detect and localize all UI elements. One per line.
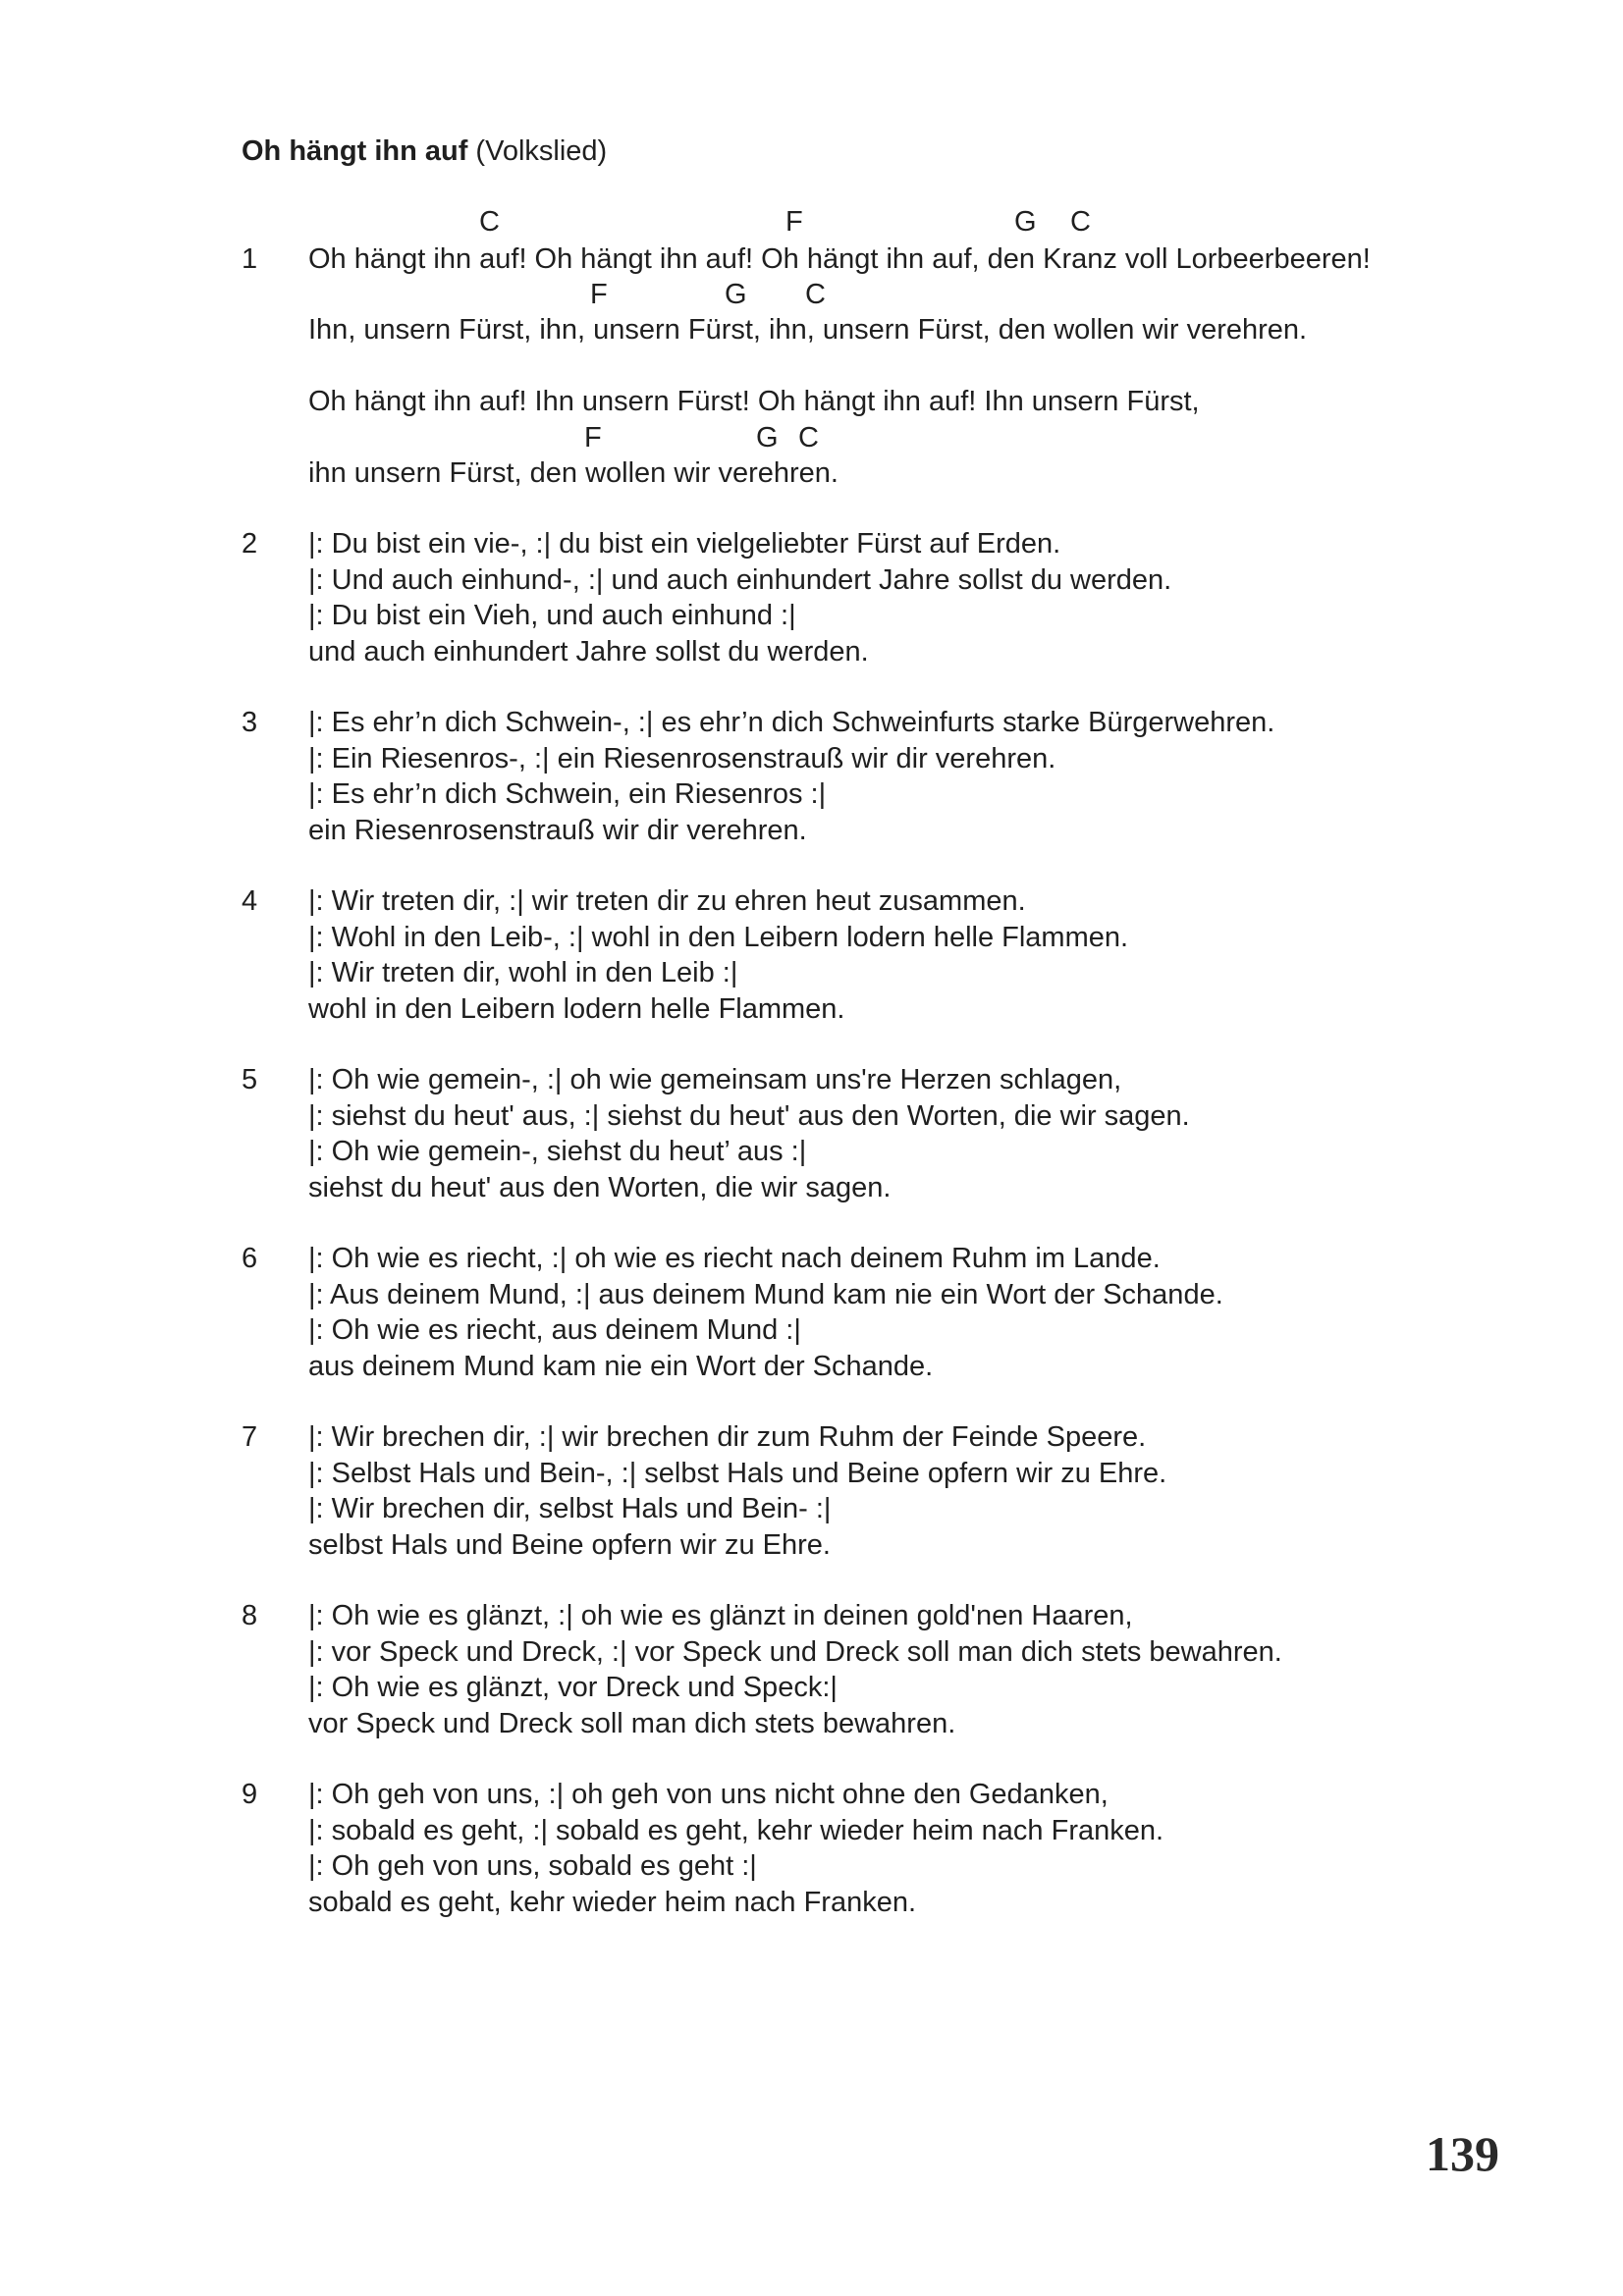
page-number: 139: [1426, 2126, 1499, 2181]
lyric-line: siehst du heut' aus den Worten, die wir sagen.: [308, 1172, 892, 1203]
chord: C: [479, 206, 500, 238]
lyric-line: |: Ein Riesenros-, :| ein Riesenrosenstrauß wir dir verehren.: [308, 743, 1056, 774]
chord: F: [785, 206, 803, 238]
lyric-line: ein Riesenrosenstrauß wir dir verehren.: [308, 815, 807, 846]
lyric-line: |: Oh geh von uns, sobald es geht :|: [308, 1850, 757, 1882]
lyric-line: aus deinem Mund kam nie ein Wort der Schande.: [308, 1351, 934, 1382]
chord: F: [584, 422, 602, 454]
lyric-line: Ihn, unsern Fürst, ihn, unsern Fürst, ihn, unsern Fürst, den wollen wir verehren.: [308, 314, 1308, 346]
lyric-line: |: Es ehr’n dich Schwein-, :| es ehr’n dich Schweinfurts starke Bürgerwehren.: [308, 707, 1275, 738]
song-title-main: Oh hängt ihn auf: [242, 135, 468, 167]
lyric-line: |: Wir treten dir, :| wir treten dir zu ehren heut zusammen.: [308, 885, 1026, 917]
lyric-line: |: Wohl in den Leib-, :| wohl in den Leibern lodern helle Flammen.: [308, 922, 1129, 953]
verse-number: 2: [242, 528, 258, 560]
lyric-line: ihn unsern Fürst, den wollen wir verehren.: [308, 457, 839, 489]
lyric-line: |: Oh wie es glänzt, :| oh wie es glänzt in deinen gold'nen Haaren,: [308, 1600, 1133, 1631]
chord: F: [590, 279, 608, 310]
lyric-line: |: Oh wie es riecht, aus deinem Mund :|: [308, 1314, 801, 1346]
lyric-line: |: Oh wie gemein-, siehst du heut’ aus :|: [308, 1136, 807, 1167]
lyric-line: |: Oh wie es glänzt, vor Dreck und Speck:|: [308, 1672, 838, 1703]
song-title-subtitle: (Volkslied): [475, 135, 608, 167]
verse-number: 3: [242, 707, 258, 738]
lyric-line: |: vor Speck und Dreck, :| vor Speck und Dreck soll man dich stets bewahren.: [308, 1636, 1282, 1668]
verse-number: 8: [242, 1600, 258, 1631]
lyric-line: wohl in den Leibern lodern helle Flammen.: [308, 993, 845, 1025]
lyric-line: |: Du bist ein vie-, :| du bist ein vielgeliebter Fürst auf Erden.: [308, 528, 1061, 560]
lyric-line: und auch einhundert Jahre sollst du werden.: [308, 636, 869, 667]
lyric-line: |: Oh wie es riecht, :| oh wie es riecht nach deinem Ruhm im Lande.: [308, 1243, 1161, 1274]
lyric-line: |: Du bist ein Vieh, und auch einhund :|: [308, 600, 796, 631]
lyric-line: vor Speck und Dreck soll man dich stets bewahren.: [308, 1708, 956, 1739]
lyric-line: |: Oh geh von uns, :| oh geh von uns nicht ohne den Gedanken,: [308, 1779, 1109, 1810]
lyric-line: |: Oh wie gemein-, :| oh wie gemeinsam uns're Herzen schlagen,: [308, 1064, 1122, 1095]
lyric-line: |: siehst du heut' aus, :| siehst du heut' aus den Worten, die wir sagen.: [308, 1100, 1190, 1132]
chord: C: [1070, 206, 1091, 238]
chord: G: [756, 422, 779, 454]
lyric-line: sobald es geht, kehr wieder heim nach Franken.: [308, 1887, 917, 1918]
lyric-line: |: Wir brechen dir, selbst Hals und Bein- :|: [308, 1493, 832, 1524]
lyric-line: |: Selbst Hals und Bein-, :| selbst Hals und Beine opfern wir zu Ehre.: [308, 1458, 1167, 1489]
chord: C: [805, 279, 826, 310]
song-title: [242, 133, 607, 169]
chord: C: [798, 422, 819, 454]
lyric-line: |: sobald es geht, :| sobald es geht, kehr wieder heim nach Franken.: [308, 1815, 1164, 1846]
lyric-line: Oh hängt ihn auf! Ihn unsern Fürst! Oh hängt ihn auf! Ihn unsern Fürst,: [308, 386, 1200, 417]
verse-number: 7: [242, 1421, 258, 1453]
verse-number: 5: [242, 1064, 258, 1095]
lyric-line: |: Wir treten dir, wohl in den Leib :|: [308, 957, 738, 988]
verse-number: 9: [242, 1779, 258, 1810]
lyric-line: selbst Hals und Beine opfern wir zu Ehre.: [308, 1529, 831, 1561]
lyric-line: |: Wir brechen dir, :| wir brechen dir zum Ruhm der Feinde Speere.: [308, 1421, 1147, 1453]
verse-number: 1: [242, 243, 258, 275]
chord: G: [1014, 206, 1037, 238]
lyric-line: |: Es ehr’n dich Schwein, ein Riesenros :|: [308, 778, 827, 810]
lyric-line: Oh hängt ihn auf! Oh hängt ihn auf! Oh hängt ihn auf, den Kranz voll Lorbeerbeeren!: [308, 243, 1371, 275]
verse-number: 4: [242, 885, 258, 917]
lyric-line: |: Und auch einhund-, :| und auch einhundert Jahre sollst du werden.: [308, 564, 1172, 596]
verse-number: 6: [242, 1243, 258, 1274]
lyric-line: |: Aus deinem Mund, :| aus deinem Mund kam nie ein Wort der Schande.: [308, 1279, 1223, 1310]
chord: G: [725, 279, 747, 310]
